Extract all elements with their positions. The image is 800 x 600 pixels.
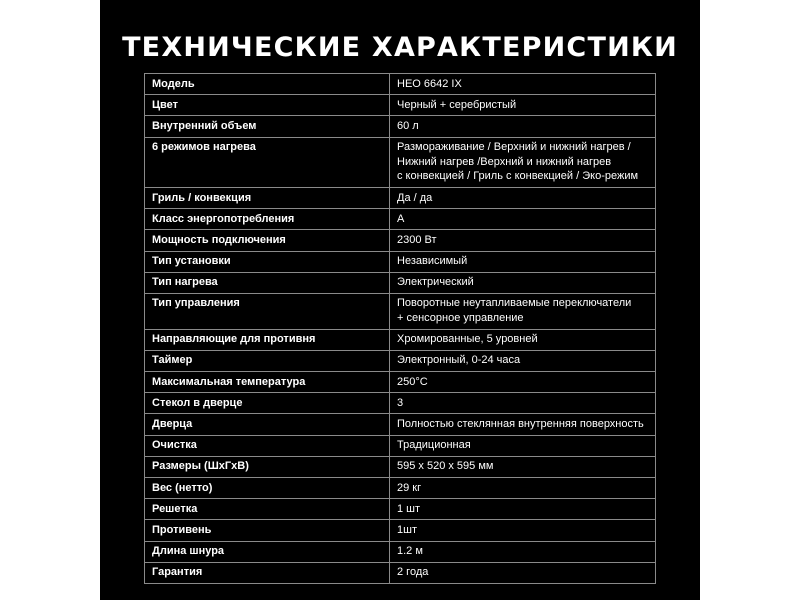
table-row <box>145 477 656 498</box>
table-row <box>145 372 656 393</box>
table-row <box>145 393 656 414</box>
table-row <box>145 230 656 251</box>
table-row <box>145 499 656 520</box>
table-row <box>145 116 656 137</box>
specs-table <box>144 73 656 584</box>
spec-value: Электронный, 0-24 часа <box>390 350 656 371</box>
table-row <box>145 209 656 230</box>
table-row <box>145 187 656 208</box>
spec-value: 2 года <box>390 562 656 583</box>
spec-label: Модель <box>145 74 390 95</box>
spec-label: Тип нагрева <box>145 272 390 293</box>
table-row <box>145 350 656 371</box>
specs-panel <box>100 0 700 600</box>
spec-label: Дверца <box>145 414 390 435</box>
spec-value: A <box>390 209 656 230</box>
table-row <box>145 272 656 293</box>
table-row <box>145 414 656 435</box>
table-row <box>145 456 656 477</box>
table-row <box>145 95 656 116</box>
table-row <box>145 329 656 350</box>
spec-value: 3 <box>390 393 656 414</box>
spec-value: Черный + серебристый <box>390 95 656 116</box>
spec-value: Полностью стеклянная внутренняя поверхность <box>390 414 656 435</box>
spec-label: Мощность подключения <box>145 230 390 251</box>
table-row <box>145 74 656 95</box>
spec-value: 29 кг <box>390 477 656 498</box>
table-row <box>145 541 656 562</box>
spec-value: Размораживание / Верхний и нижний нагрев / Нижний нагрев /Верхний и нижний нагрев с конвекцией / Гриль с конвекцией / Эко-режим <box>390 137 656 187</box>
spec-label: Цвет <box>145 95 390 116</box>
spec-label: Таймер <box>145 350 390 371</box>
page-title: ТЕХНИЧЕСКИЕ ХАРАКТЕРИСТИКИ <box>122 32 678 63</box>
spec-label: 6 режимов нагрева <box>145 137 390 187</box>
spec-label: Вес (нетто) <box>145 477 390 498</box>
spec-value: Поворотные неутапливаемые переключатели + сенсорное управление <box>390 293 656 329</box>
spec-label: Внутренний объем <box>145 116 390 137</box>
spec-value: 1.2 м <box>390 541 656 562</box>
table-row <box>145 520 656 541</box>
spec-value: Хромированные, 5 уровней <box>390 329 656 350</box>
spec-label: Размеры (ШхГхВ) <box>145 456 390 477</box>
table-row <box>145 251 656 272</box>
spec-label: Максимальная температура <box>145 372 390 393</box>
spec-value: 595 х 520 х 595 мм <box>390 456 656 477</box>
spec-label: Стекол в дверце <box>145 393 390 414</box>
spec-value: HEO 6642 IX <box>390 74 656 95</box>
spec-value: 60 л <box>390 116 656 137</box>
spec-label: Направляющие для противня <box>145 329 390 350</box>
spec-label: Тип управления <box>145 293 390 329</box>
spec-label: Очистка <box>145 435 390 456</box>
table-row <box>145 137 656 187</box>
spec-value: Независимый <box>390 251 656 272</box>
spec-value: 1 шт <box>390 499 656 520</box>
spec-label: Класс энергопотребления <box>145 209 390 230</box>
spec-label: Гарантия <box>145 562 390 583</box>
table-row <box>145 293 656 329</box>
spec-value: Традиционная <box>390 435 656 456</box>
spec-label: Длина шнура <box>145 541 390 562</box>
table-row <box>145 562 656 583</box>
spec-label: Решетка <box>145 499 390 520</box>
spec-label: Гриль / конвекция <box>145 187 390 208</box>
spec-value: Электрический <box>390 272 656 293</box>
table-row <box>145 435 656 456</box>
spec-value: Да / да <box>390 187 656 208</box>
spec-label: Противень <box>145 520 390 541</box>
spec-value: 2300 Вт <box>390 230 656 251</box>
spec-label: Тип установки <box>145 251 390 272</box>
spec-value: 1шт <box>390 520 656 541</box>
spec-value: 250°С <box>390 372 656 393</box>
